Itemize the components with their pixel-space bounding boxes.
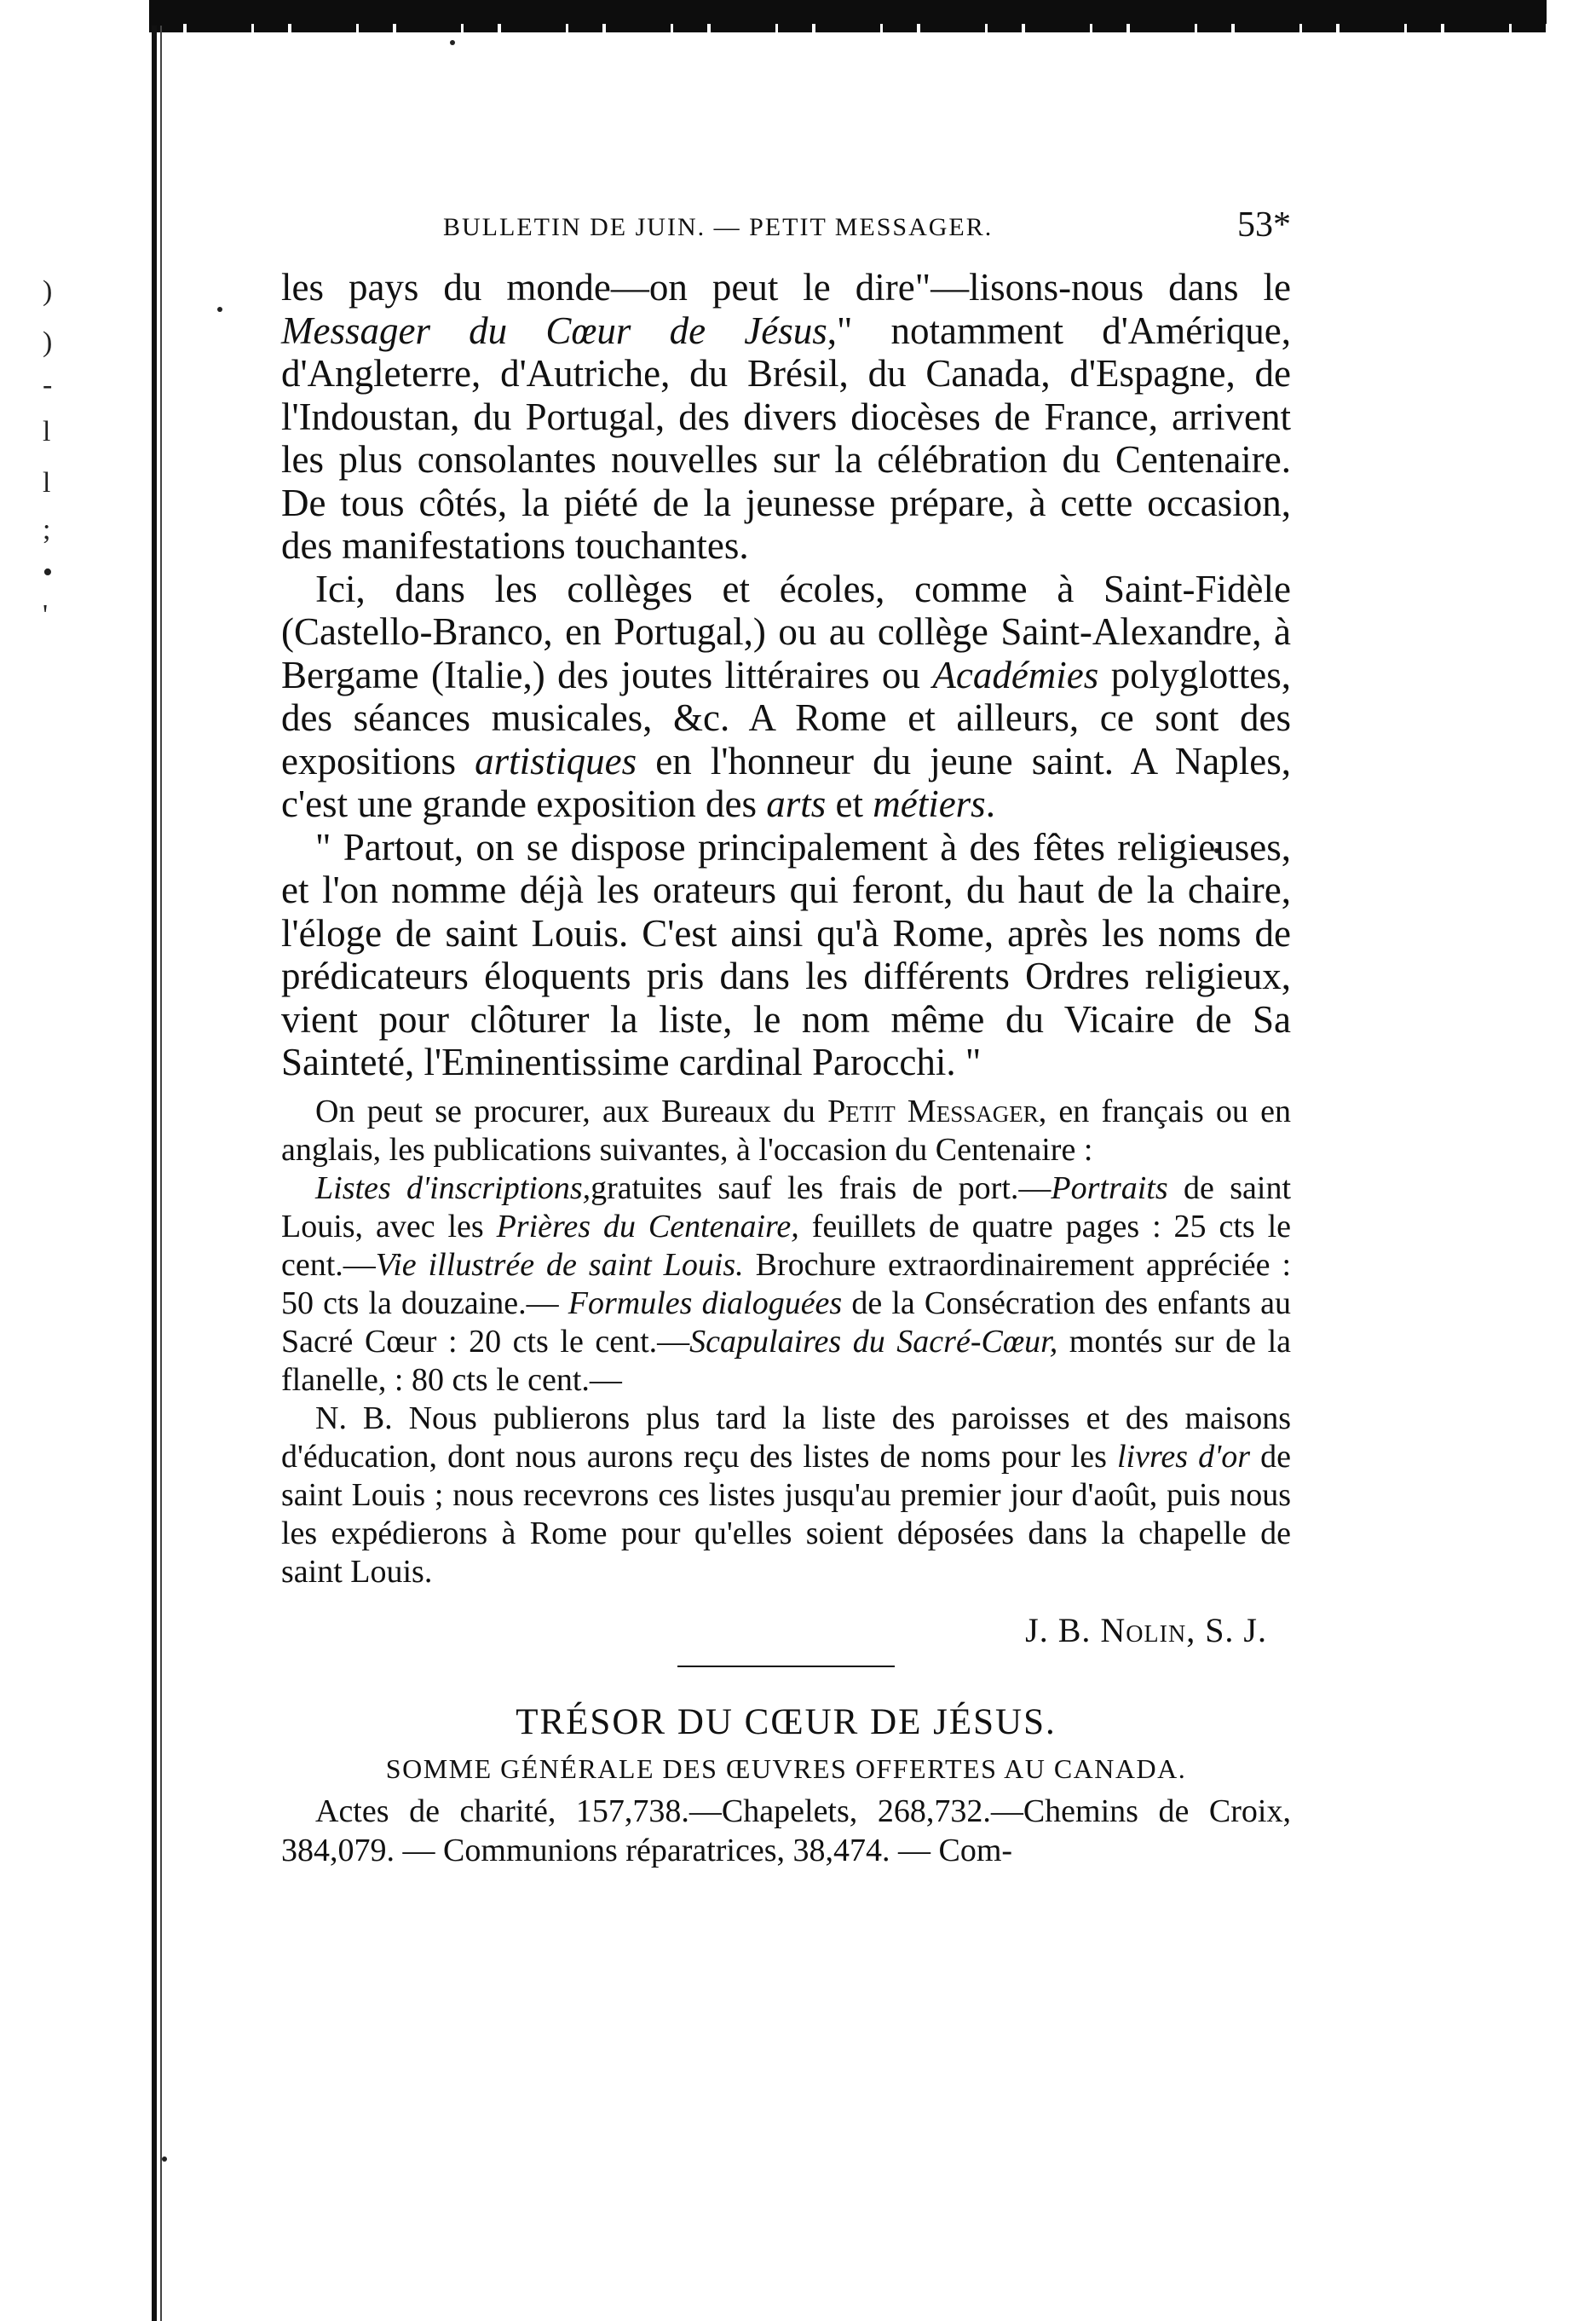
italic-term: arts <box>766 782 827 825</box>
margin-mark: - <box>43 369 53 401</box>
signature: J. B. Nolin, S. J. <box>1025 1610 1267 1649</box>
italic-term: artistiques <box>475 739 637 782</box>
signature-name: Nolin <box>1100 1610 1187 1649</box>
page-header <box>281 205 1291 256</box>
binding-edge <box>152 26 157 2321</box>
margin-mark: l <box>43 467 51 499</box>
margin-mark: • <box>43 557 53 588</box>
section-title: TRÉSOR DU CŒUR DE JÉSUS. <box>516 1701 1057 1742</box>
paragraph: N. B. Nous publierons plus tard la liste des paroisses et des maisons d'éducation, dont nous aurons reçu des listes de noms pour les livres d'or de saint Louis ; nous recevrons ces listes jusqu'au premier jour d'août, puis nous les expédierons à Rome pour qu'elles soient déposées dans la chapelle de saint Louis. <box>281 1400 1291 1590</box>
margin-mark: ) <box>43 326 53 358</box>
section-divider <box>677 1666 895 1667</box>
paragraph: les pays du monde—on peut le dire"—lisons-nous dans le Messager du Cœur de Jésus," notamment d'Amérique, d'Angleterre, d'Autriche, du Brésil, du Canada, d'Espagne, de l'Indoustan, du Portugal, des divers diocèses de France, arrivent les plus consolantes nouvelles sur la célébration du Centenaire. De tous côtés, la piété de la jeunesse prépare, à cette occasion, des manifestations touchantes. <box>281 266 1291 567</box>
margin-mark: ' <box>43 599 49 631</box>
margin-mark: ) <box>43 275 53 307</box>
publication-name: Petit Messager <box>827 1093 1039 1129</box>
paragraph: " Partout, on se dispose principalement à des fêtes religieuses, et l'on nomme déjà les orateurs qui feront, du haut de la chaire, l'éloge de saint Louis. C'est ainsi qu'à Rome, après les noms de prédicateurs éloquents pris dans les différents Ordres religieux, vient pour clôturer la liste, le nom même du Vicaire de Sa Sainteté, l'Eminentissime cardinal Parocchi. " <box>281 825 1291 1083</box>
paragraph: On peut se procurer, aux Bureaux du Petit Messager, en français ou en anglais, les publications suivantes, à l'occasion du Centenaire : <box>281 1093 1291 1168</box>
section-body <box>281 1792 1291 1870</box>
section-subtitle: SOMME GÉNÉRALE DES ŒUVRES OFFERTES AU CANADA. <box>385 1752 1187 1784</box>
margin-mark: l <box>43 416 51 447</box>
article-body <box>281 266 1291 1084</box>
speck-mark <box>162 2156 167 2162</box>
page-number: 53* <box>1237 205 1291 245</box>
speck-mark <box>450 40 455 45</box>
notice-body <box>281 1093 1291 1591</box>
margin-mark: ; <box>43 514 51 546</box>
paragraph: Ici, dans les collèges et écoles, comme à Saint-Fidèle (Castello-Branco, en Portugal,) ou au collège Saint-Alexandre, à Bergame (Italie,) des joutes littéraires ou Académies polyglottes, des séances musicales, &c. A Rome et ailleurs, ce sont des expositions artistiques en l'honneur du jeune saint. A Naples, c'est une grande exposition des arts et métiers. <box>281 567 1291 825</box>
italic-term: Académies <box>932 653 1099 696</box>
italic-title: Messager du Cœur de Jésus <box>281 309 827 352</box>
running-title: BULLETIN DE JUIN. — PETIT MESSAGER. <box>443 213 994 241</box>
italic-term: métiers <box>873 782 986 825</box>
paragraph: Actes de charité, 157,738.—Chapelets, 268,732.—Chemins de Croix, 384,079. — Communions réparatrices, 38,474. — Com- <box>281 1793 1291 1868</box>
paragraph: Listes d'inscriptions,gratuites sauf les frais de port.—Portraits de saint Louis, avec les Prières du Centenaire, feuillets de quatre pages : 25 cts le cent.—Vie illustrée de saint Louis. Brochure extraordinairement appréciée : 50 cts la douzaine.— Formules dialoguées de la Consécration des enfants au Sacré Cœur : 20 cts le cent.—Scapulaires du Sacré-Cœur, montés sur de la flanelle, : 80 cts le cent.— <box>281 1169 1292 1398</box>
binding-edge-line <box>160 26 162 2321</box>
speck-mark <box>217 307 222 312</box>
top-border-texture <box>149 24 1547 32</box>
page-content <box>281 205 1291 1870</box>
